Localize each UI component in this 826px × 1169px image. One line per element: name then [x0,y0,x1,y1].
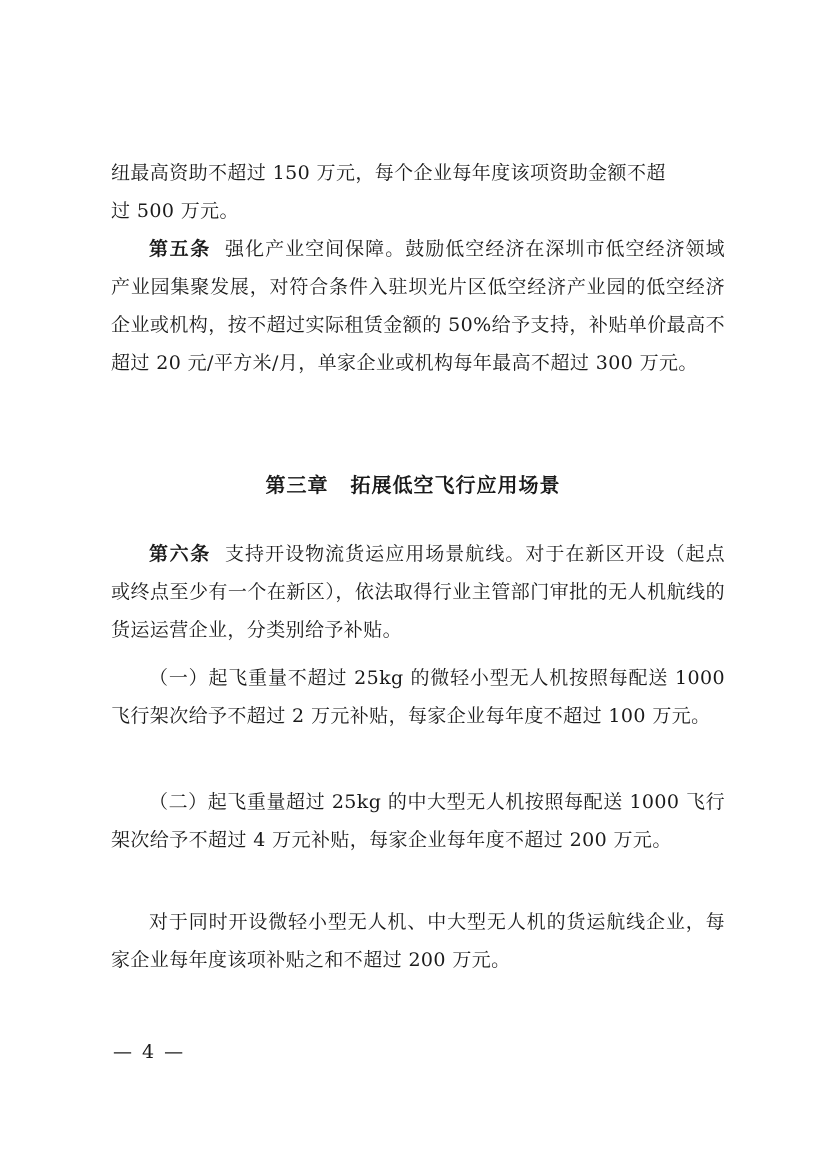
continuation-line-1: 纽最高资助不超过 150 万元，每个企业每年度该项资助金额不超 [111,162,666,184]
item-1-text: （一）起飞重量不超过 25kg 的微轻小型无人机按照每配送 1000 飞行架次给予不超过 2 万元补贴，每家企业每年度不超过 100 万元。 [111,667,725,727]
article-5-heading: 第五条 [149,238,211,260]
continuation-paragraph [111,154,725,230]
article-6-heading: 第六条 [149,543,211,565]
article-6-paragraph [111,535,725,649]
closing-text: 对于同时开设微轻小型无人机、中大型无人机的货运航线企业，每家企业每年度该项补贴之和不超过 200 万元。 [111,911,725,971]
continuation-line-2: 过 500 万元。 [111,200,239,222]
closing-paragraph [111,903,725,979]
article-5-text: 强化产业空间保障。鼓励低空经济在深圳市低空经济领域产业园集聚发展，对符合条件入驻坝光片区低空经济产业园的低空经济企业或机构，按不超过实际租赁金额的 50%给予支持，补贴单价最高不超过 20 元/平方米/月，单家企业或机构每年最高不超过 300 万元。 [111,238,725,374]
chapter-heading [0,469,826,498]
item-2-text: （二）起飞重量超过 25kg 的中大型无人机按照每配送 1000 飞行架次给予不超过 4 万元补贴，每家企业每年度不超过 200 万元。 [111,791,725,851]
article-5-paragraph [111,230,725,382]
article-6-text: 支持开设物流货运应用场景航线。对于在新区开设（起点或终点至少有一个在新区），依法取得行业主管部门审批的无人机航线的货运运营企业，分类别给予补贴。 [111,543,725,641]
chapter-number: 第三章 [265,473,329,497]
page-number: — 4 — [113,1041,186,1063]
item-2-paragraph [111,783,725,859]
item-1-paragraph [111,659,725,735]
chapter-title: 拓展低空飞行应用场景 [350,473,561,497]
